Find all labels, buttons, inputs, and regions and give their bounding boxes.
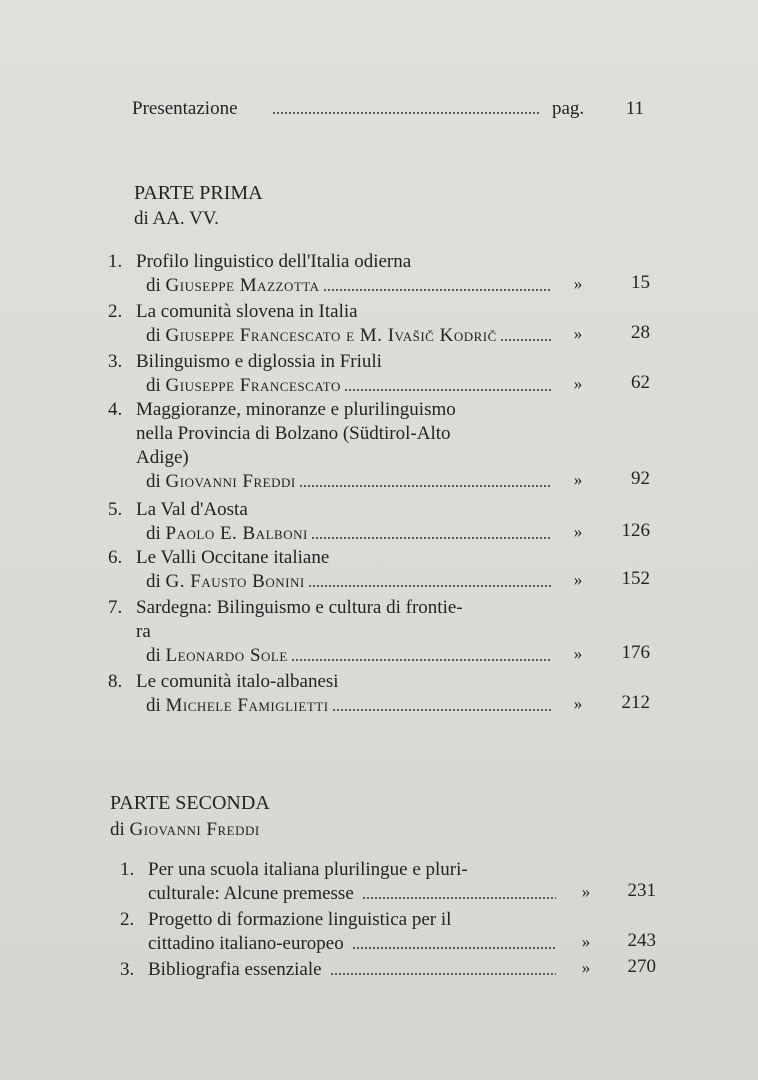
entry-author: di G. Fausto Bonini [146,571,305,592]
parte-seconda-title: PARTE SECONDA [110,792,270,814]
entry-number: 6. [108,547,123,568]
page-number: 212 [621,692,650,713]
ditto-mark: » [573,570,583,589]
entry-title: nella Provincia di Bolzano (Südtirol-Alto [136,423,451,444]
entry-title: Adige) [136,447,189,468]
dot-leader [308,585,552,587]
entry-author: di Giuseppe Mazzotta [146,275,320,296]
entry-author: di Michele Famiglietti [146,695,329,716]
ditto-mark: » [573,274,583,293]
page-number: 243 [627,930,656,951]
entry-title: Le Valli Occitane italiane [136,547,330,568]
ditto-mark: » [573,470,583,489]
dot-leader [299,485,552,487]
page-number: 15 [631,272,650,293]
entry-title: culturale: Alcune premesse [148,883,354,904]
entry-number: 2. [120,909,135,930]
entry-title: La comunità slovena in Italia [136,301,358,322]
ditto-mark: » [573,644,583,663]
dot-leader [311,537,552,539]
entry-number: 8. [108,671,123,692]
entry-number: 2. [108,301,123,322]
page-number: 270 [627,956,656,977]
ditto-mark: » [581,882,591,901]
entry-author: di Leonardo Sole [146,645,288,666]
entry-author: di Giovanni Freddi [146,471,296,492]
dot-leader [344,389,552,391]
entry-title: Bibliografia essenziale [148,959,322,980]
page-number: 62 [631,372,650,393]
parte-prima-title: PARTE PRIMA [134,182,263,204]
entry-title: Bilinguismo e diglossia in Friuli [136,351,382,372]
ditto-mark: » [573,694,583,713]
entry-number: 7. [108,597,123,618]
ditto-mark: » [573,374,583,393]
entry-title: Progetto di formazione linguistica per il [148,909,452,930]
entry-number: 5. [108,499,123,520]
entry-number: 1. [120,859,135,880]
dot-leader [362,897,556,899]
ditto-mark: » [581,932,591,951]
ditto-mark: » [573,324,583,343]
entry-title: La Val d'Aosta [136,499,248,520]
parte-prima-author: di AA. VV. [134,208,219,229]
dot-leader [332,709,552,711]
page-number: 176 [621,642,650,663]
entry-title: Per una scuola italiana plurilingue e pluri- [148,859,468,880]
dot-leader [272,112,540,114]
ditto-mark: » [573,522,583,541]
page-number: 231 [627,880,656,901]
parte-seconda-author: di Giovanni Freddi [110,819,260,840]
pag-label: pag. [552,98,585,119]
page-number: 11 [625,98,644,119]
entry-number: 3. [120,959,135,980]
dot-leader [500,339,552,341]
page-number: 152 [621,568,650,589]
page-number: 92 [631,468,650,489]
presentazione-title: Presentazione [132,98,238,119]
dot-leader [330,973,556,975]
entry-number: 3. [108,351,123,372]
dot-leader [352,947,556,949]
entry-author: di Giuseppe Francescato e M. Ivašič Kodrič [146,325,497,346]
entry-title: Le comunità italo-albanesi [136,671,339,692]
ditto-mark: » [581,958,591,977]
entry-author: di Paolo E. Balboni [146,523,308,544]
entry-title: Profilo linguistico dell'Italia odierna [136,251,412,272]
entry-title: cittadino italiano-europeo [148,933,344,954]
dot-leader [291,659,552,661]
entry-number: 1. [108,251,123,272]
page-number: 126 [621,520,650,541]
dot-leader [323,289,552,291]
entry-title: ra [136,621,151,642]
page-number: 28 [631,322,650,343]
entry-title: Sardegna: Bilinguismo e cultura di frontie- [136,597,463,618]
entry-number: 4. [108,399,123,420]
entry-author: di Giuseppe Francescato [146,375,341,396]
entry-title: Maggioranze, minoranze e plurilinguismo [136,399,456,420]
